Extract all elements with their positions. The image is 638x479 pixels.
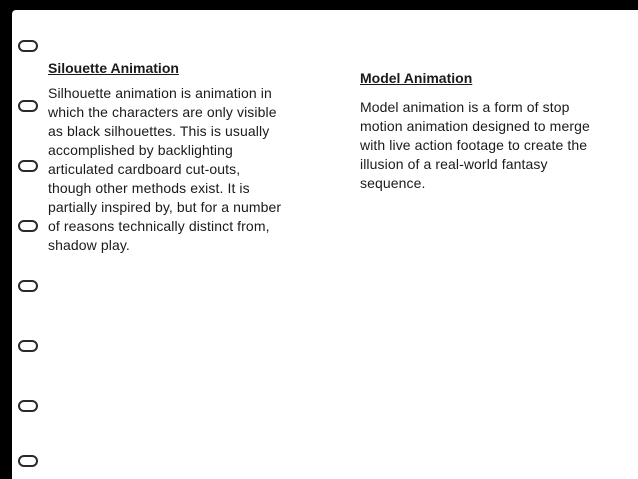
binder-ring-icon bbox=[18, 40, 38, 52]
left-column-body: Silhouette animation is animation in which the characters are only visible as black silhouettes. This is usually accomplished by backlighting articulated cardboard cut-outs, though other methods exist. It is partially inspired by, but for a number of reasons technically distinct from, shadow play. bbox=[48, 85, 282, 253]
right-column-heading: Model Animation bbox=[360, 70, 473, 86]
binder-ring-icon bbox=[18, 220, 38, 232]
left-column-heading: Silouette Animation bbox=[48, 60, 179, 76]
binder-ring-icon bbox=[18, 280, 38, 292]
right-column-body: Model animation is a form of stop motion animation designed to merge with live action footage to create the illusion of a real-world fantasy sequence. bbox=[360, 99, 590, 191]
binder-ring-icon bbox=[18, 160, 38, 172]
binder-ring-icon bbox=[18, 455, 38, 467]
slide-frame bbox=[12, 10, 638, 479]
right-text-column bbox=[360, 70, 600, 193]
binder-ring-icon bbox=[18, 100, 38, 112]
binder-ring-icon bbox=[18, 400, 38, 412]
left-text-column bbox=[48, 60, 286, 255]
binder-ring-icon bbox=[18, 340, 38, 352]
